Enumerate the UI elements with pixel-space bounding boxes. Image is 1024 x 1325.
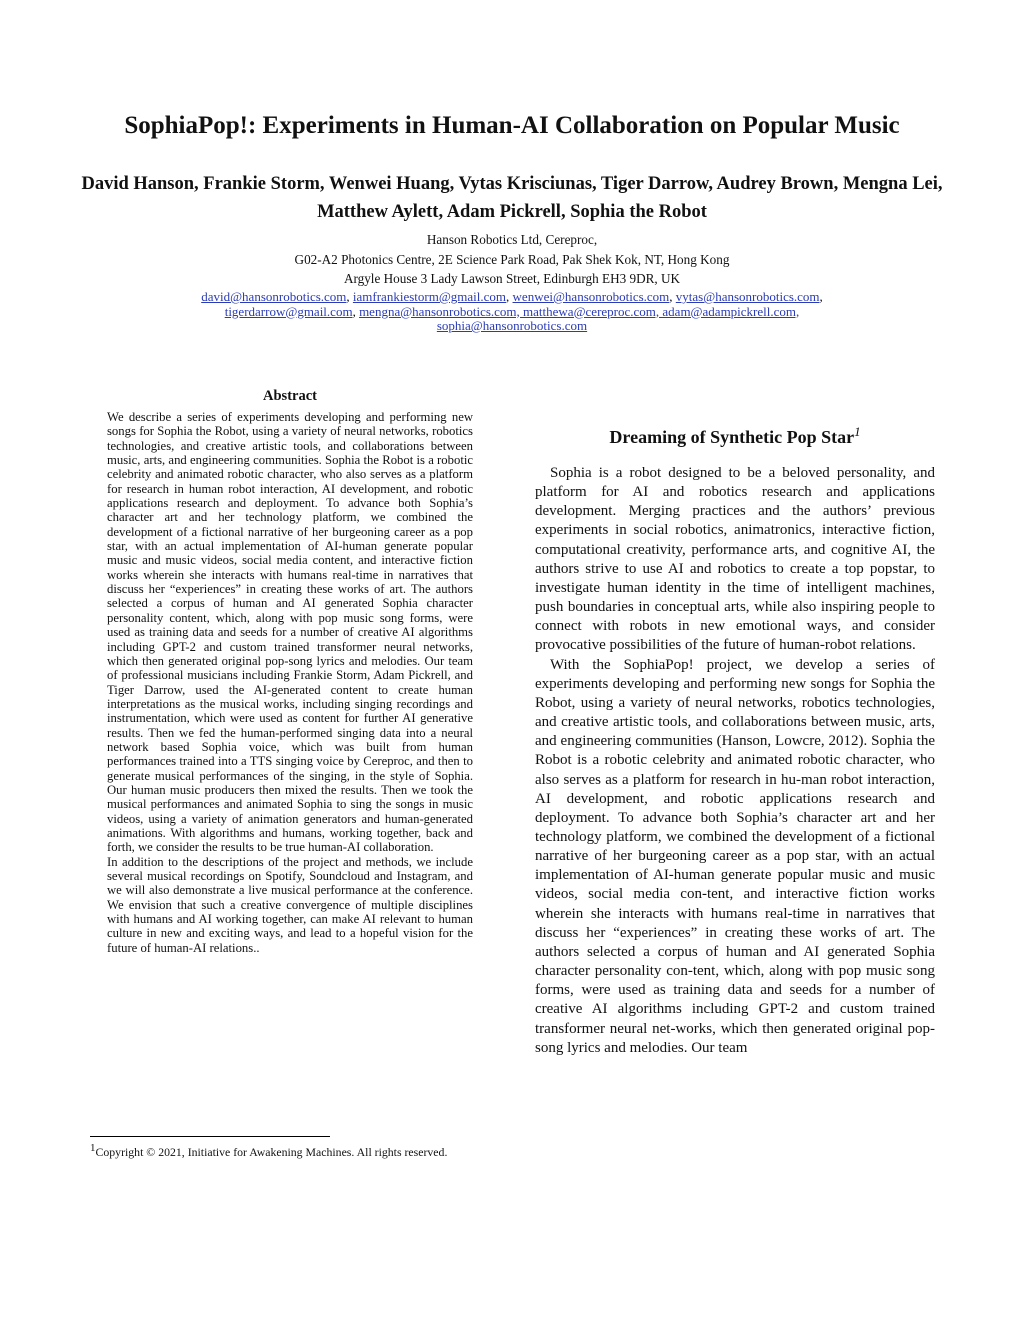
paper-title: SophiaPop!: Experiments in Human-AI Collaboration on Popular Music	[124, 112, 900, 139]
abstract-heading: Abstract	[263, 388, 317, 404]
email-line-3	[100, 319, 924, 334]
email-link[interactable]: david@hansonrobotics.com	[201, 289, 347, 304]
email-link[interactable]: tigerdarrow@gmail.com	[224, 303, 353, 319]
footnote	[90, 1142, 490, 1159]
affiliation-address-edinburgh: Argyle House 3 Lady Lawson Street, Edinburgh EH3 9DR, UK	[343, 271, 681, 286]
section-heading	[535, 424, 935, 448]
abstract-body	[107, 410, 473, 955]
section-paragraph: Sophia is a robot designed to be a beloved personality, and platform for AI and robotics research and applications development. Merging practices and the authors’ previous experiments in social robotics, animatronics, interactive fiction, computational creativity, performance arts, and cognitive AI, the authors strive to use AI and robotics to create a top popstar, to investigate human identity in the time of intelligent machines, push boundaries in conceptual arts, while also inspiring people to connect with robots in new emotional ways, and consider provocative possibilities of the future of human-robot relations.	[535, 465, 935, 654]
email-link[interactable]: wenwei@hansonrobotics.com	[512, 289, 670, 304]
affiliation-org: Hanson Robotics Ltd, Cereproc,	[426, 232, 598, 247]
affiliation-address-hong-kong: G02-A2 Photonics Centre, 2E Science Park Road, Pak Shek Kok, NT, Hong Kong	[294, 251, 730, 267]
email-link[interactable]: iamfrankiestorm@gmail.com	[352, 289, 507, 304]
section-heading-text: Dreaming of Synthetic Pop Star	[609, 427, 855, 447]
email-link[interactable]: vytas@hansonrobotics.com	[675, 289, 820, 304]
email-line-2: tigerdarrow@gmail.com, mengna@hansonrobotics.com, matthewa@cereproc.com, adam@adampickrell.com,	[224, 303, 800, 319]
author-list: David Hanson, Frankie Storm, Wenwei Huang, Vytas Krisciunas, Tiger Darrow, Audrey Brown, Mengna Lei, Matthew Aylett, Adam Pickrell, Sophia the Robot	[81, 174, 943, 222]
email-list	[100, 290, 924, 334]
abstract-paragraph: In addition to the descriptions of the project and methods, we include several musical recordings on Spotify, Soundcloud and Instagram, and we will also demonstrate a live musical performance at the conference. We envision that such a creative convergence of multiple disciplines with humans and AI working together, can make AI relevant to human culture in new and exciting ways, and lead to a hopeful vision for the future of human-AI relations..	[107, 854, 473, 955]
footnote-marker: 1	[90, 1142, 96, 1154]
section-body	[535, 464, 935, 1058]
email-link[interactable]: mengna@hansonrobotics.com, matthewa@cereproc.com, adam@adampickrell.com,	[359, 303, 800, 319]
abstract-paragraph: We describe a series of experiments developing and performing new songs for Sophia the Robot, using a variety of neural networks, robotics technologies, and creative artistic tools, and collaborations between music, arts, and engineering communities. Sophia the Robot is a robotic celebrity and animated robotic character, who also serves as a platform for research in human robot interaction, AI development, and robotic applications research and deployment. To advance both Sophia’s character art and her technology platform, we combined the development of a fictional narrative of her burgeoning career as a pop star, with an actual implementation of AI-human generate popular music and music videos, social media content, and interactive fiction works wherein she interacts with humans real-time in narratives that discuss her “experiences” in creating these works of art. The authors selected a corpus of human and AI generated Sophia character personality content, which, along with pop music song forms, were used as training data and seeds for a number of creative AI algorithms including GPT-2 and custom trained transformer neural networks, which then generated original pop-song lyrics and melodies. Our team of professional musicians including Frankie Storm, Adam Pickrell, and Tiger Darrow, used the AI-generated content to create human interpretations as the musical works, including singing recordings and instrumentation, which were used as content for further AI generative results. Then we fed the human-performed singing data into a neural network based Sophia voice, which was built from human performances trained into a TTS singing voice by Cereproc, and then to generate musical performances of the singing, in the style of Sophia. Our human music producers then mixed the results. Then we took the musical performances and animated Sophia to sing the songs in music videos, using a variety of animation generators and human-generated animations. With algorithms and humans, working together, back and forth, we consider the results to be true human-AI collaboration.	[107, 410, 473, 855]
footnote-text: Copyright © 2021, Initiative for Awakening Machines. All rights reserved.	[95, 1145, 448, 1159]
section-paragraph: With the SophiaPop! project, we develop a series of experiments developing and performing new songs for Sophia the Robot, using a variety of neural networks, robotics technologies, and creative artistic tools, and collaborations between music, arts, and engineering communities (Hanson, Lowcre, 2012). Sophia the Robot is a robotic celebrity and animated robotic character, who also serves as a platform for research in hu-man robot interaction, AI development, and robotic applications research and deployment. To advance both Sophia’s character art and her technology platform, we combined the development of a fictional narrative of her burgeoning career as a pop star, with an actual implementation of AI-human generate popular music and music videos, social media con-tent, and interactive fiction works wherein she interacts with humans real-time in narratives that discuss her “experiences” in creating these works of art. The authors selected a corpus of human and AI generated Sophia character personality con-tent, which, along with pop music song forms, were used as training data and seeds for a number of creative AI algorithms including GPT-2 and custom trained transformer neural net-works, which then generated original pop-song lyrics and melodies. Our team	[535, 656, 935, 1056]
affiliation-block	[0, 230, 1024, 289]
email-line-1: david@hansonrobotics.com, iamfrankiestorm@gmail.com, wenwei@hansonrobotics.com, vytas@hansonrobotics.com,	[201, 289, 823, 304]
section-footnote-marker: 1	[854, 424, 861, 439]
footnote-divider	[90, 1136, 330, 1137]
email-link[interactable]: sophia@hansonrobotics.com	[436, 318, 588, 333]
